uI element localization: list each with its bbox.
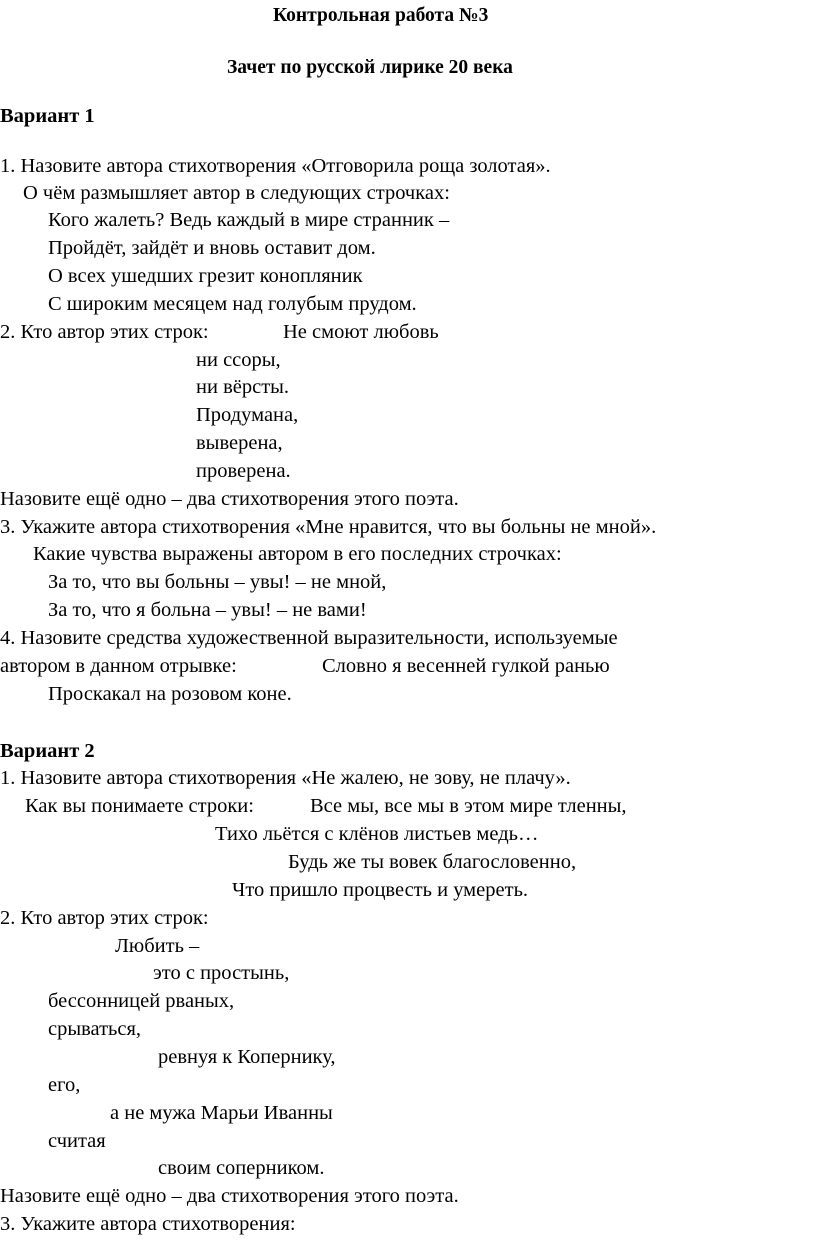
v1-question-1-prompt: О чём размышляет автор в следующих строчках:	[23, 182, 450, 204]
v2-q1-poem-line: Будь же ты вовек благословенно,	[288, 851, 577, 873]
v2-question-2-followup: Назовите ещё одно – два стихотворения этого поэта.	[0, 1185, 459, 1207]
v2-question-2: 2. Кто автор этих строк:	[0, 907, 209, 929]
v2-q1-poem-line: Все мы, все мы в этом мире тленны,	[310, 795, 627, 817]
v1-question-2-followup: Назовите ещё одно – два стихотворения этого поэта.	[0, 488, 459, 510]
v2-question-3: 3. Укажите автора стихотворения:	[0, 1213, 296, 1235]
v2-question-1-prompt: Как вы понимаете строки:	[25, 795, 254, 817]
v2-q2-poem-line: это с простынь,	[153, 962, 290, 984]
v1-q2-poem-line: ни ссоры,	[196, 349, 281, 371]
document-subtitle: Зачет по русской лирике 20 века	[227, 57, 513, 78]
v1-q2-poem-line: выверена,	[196, 432, 283, 454]
document-title: Контрольная работа №3	[273, 5, 489, 26]
v2-q2-poem-line: считая	[48, 1130, 106, 1152]
v2-q1-poem-line: Тихо льётся с клёнов листьев медь…	[215, 823, 539, 845]
v1-q2-poem-line: проверена.	[196, 460, 291, 482]
v2-q2-poem-line: бессонницей рваных,	[48, 990, 235, 1012]
v1-q3-poem-line: За то, что вы больны – увы! – не мной,	[48, 571, 387, 593]
v2-q2-poem-line: Любить –	[115, 935, 200, 957]
v2-question-1: 1. Назовите автора стихотворения «Не жалею, не зову, не плачу».	[0, 767, 571, 789]
variant-2-heading: Вариант 2	[0, 740, 95, 762]
v2-q2-poem-line: его,	[48, 1074, 81, 1096]
v1-q1-poem-line: Пройдёт, зайдёт и вновь оставит дом.	[48, 237, 376, 259]
v2-q1-poem-line: Что пришло процвесть и умереть.	[232, 879, 529, 901]
v1-question-2: 2. Кто автор этих строк:	[0, 321, 209, 343]
v1-question-4-cont: автором в данном отрывке:	[0, 655, 237, 677]
v1-q1-poem-line: С широким месяцем над голубым прудом.	[48, 293, 417, 315]
v1-question-4: 4. Назовите средства художественной выразительности, используемые	[0, 627, 618, 649]
v1-q2-poem-line: ни вёрсты.	[196, 376, 290, 398]
v1-q2-poem-line: Продумана,	[196, 404, 299, 426]
v2-q2-poem-line: своим соперником.	[158, 1157, 325, 1179]
v1-q1-poem-line: О всех ушедших грезит конопляник	[48, 265, 363, 287]
v1-q3-poem-line: За то, что я больна – увы! – не вами!	[48, 599, 367, 621]
v1-question-3-prompt: Какие чувства выражены автором в его последних строчках:	[33, 543, 562, 565]
v1-q4-poem-line: Словно я весенней гулкой ранью	[322, 655, 610, 677]
v1-q4-poem-line: Проскакал на розовом коне.	[48, 683, 292, 705]
v1-question-1: 1. Назовите автора стихотворения «Отговорила роща золотая».	[0, 155, 551, 177]
v2-q2-poem-line: ревнуя к Копернику,	[158, 1046, 336, 1068]
variant-1-heading: Вариант 1	[0, 105, 95, 127]
v1-question-3: 3. Укажите автора стихотворения «Мне нравится, что вы больны не мной».	[0, 516, 657, 538]
v2-q2-poem-line: срываться,	[48, 1018, 142, 1040]
v1-q2-poem-line: Не смоют любовь	[283, 321, 439, 343]
v1-q1-poem-line: Кого жалеть? Ведь каждый в мире странник –	[48, 209, 450, 231]
v2-q2-poem-line: а не мужа Марьи Иванны	[110, 1102, 333, 1124]
